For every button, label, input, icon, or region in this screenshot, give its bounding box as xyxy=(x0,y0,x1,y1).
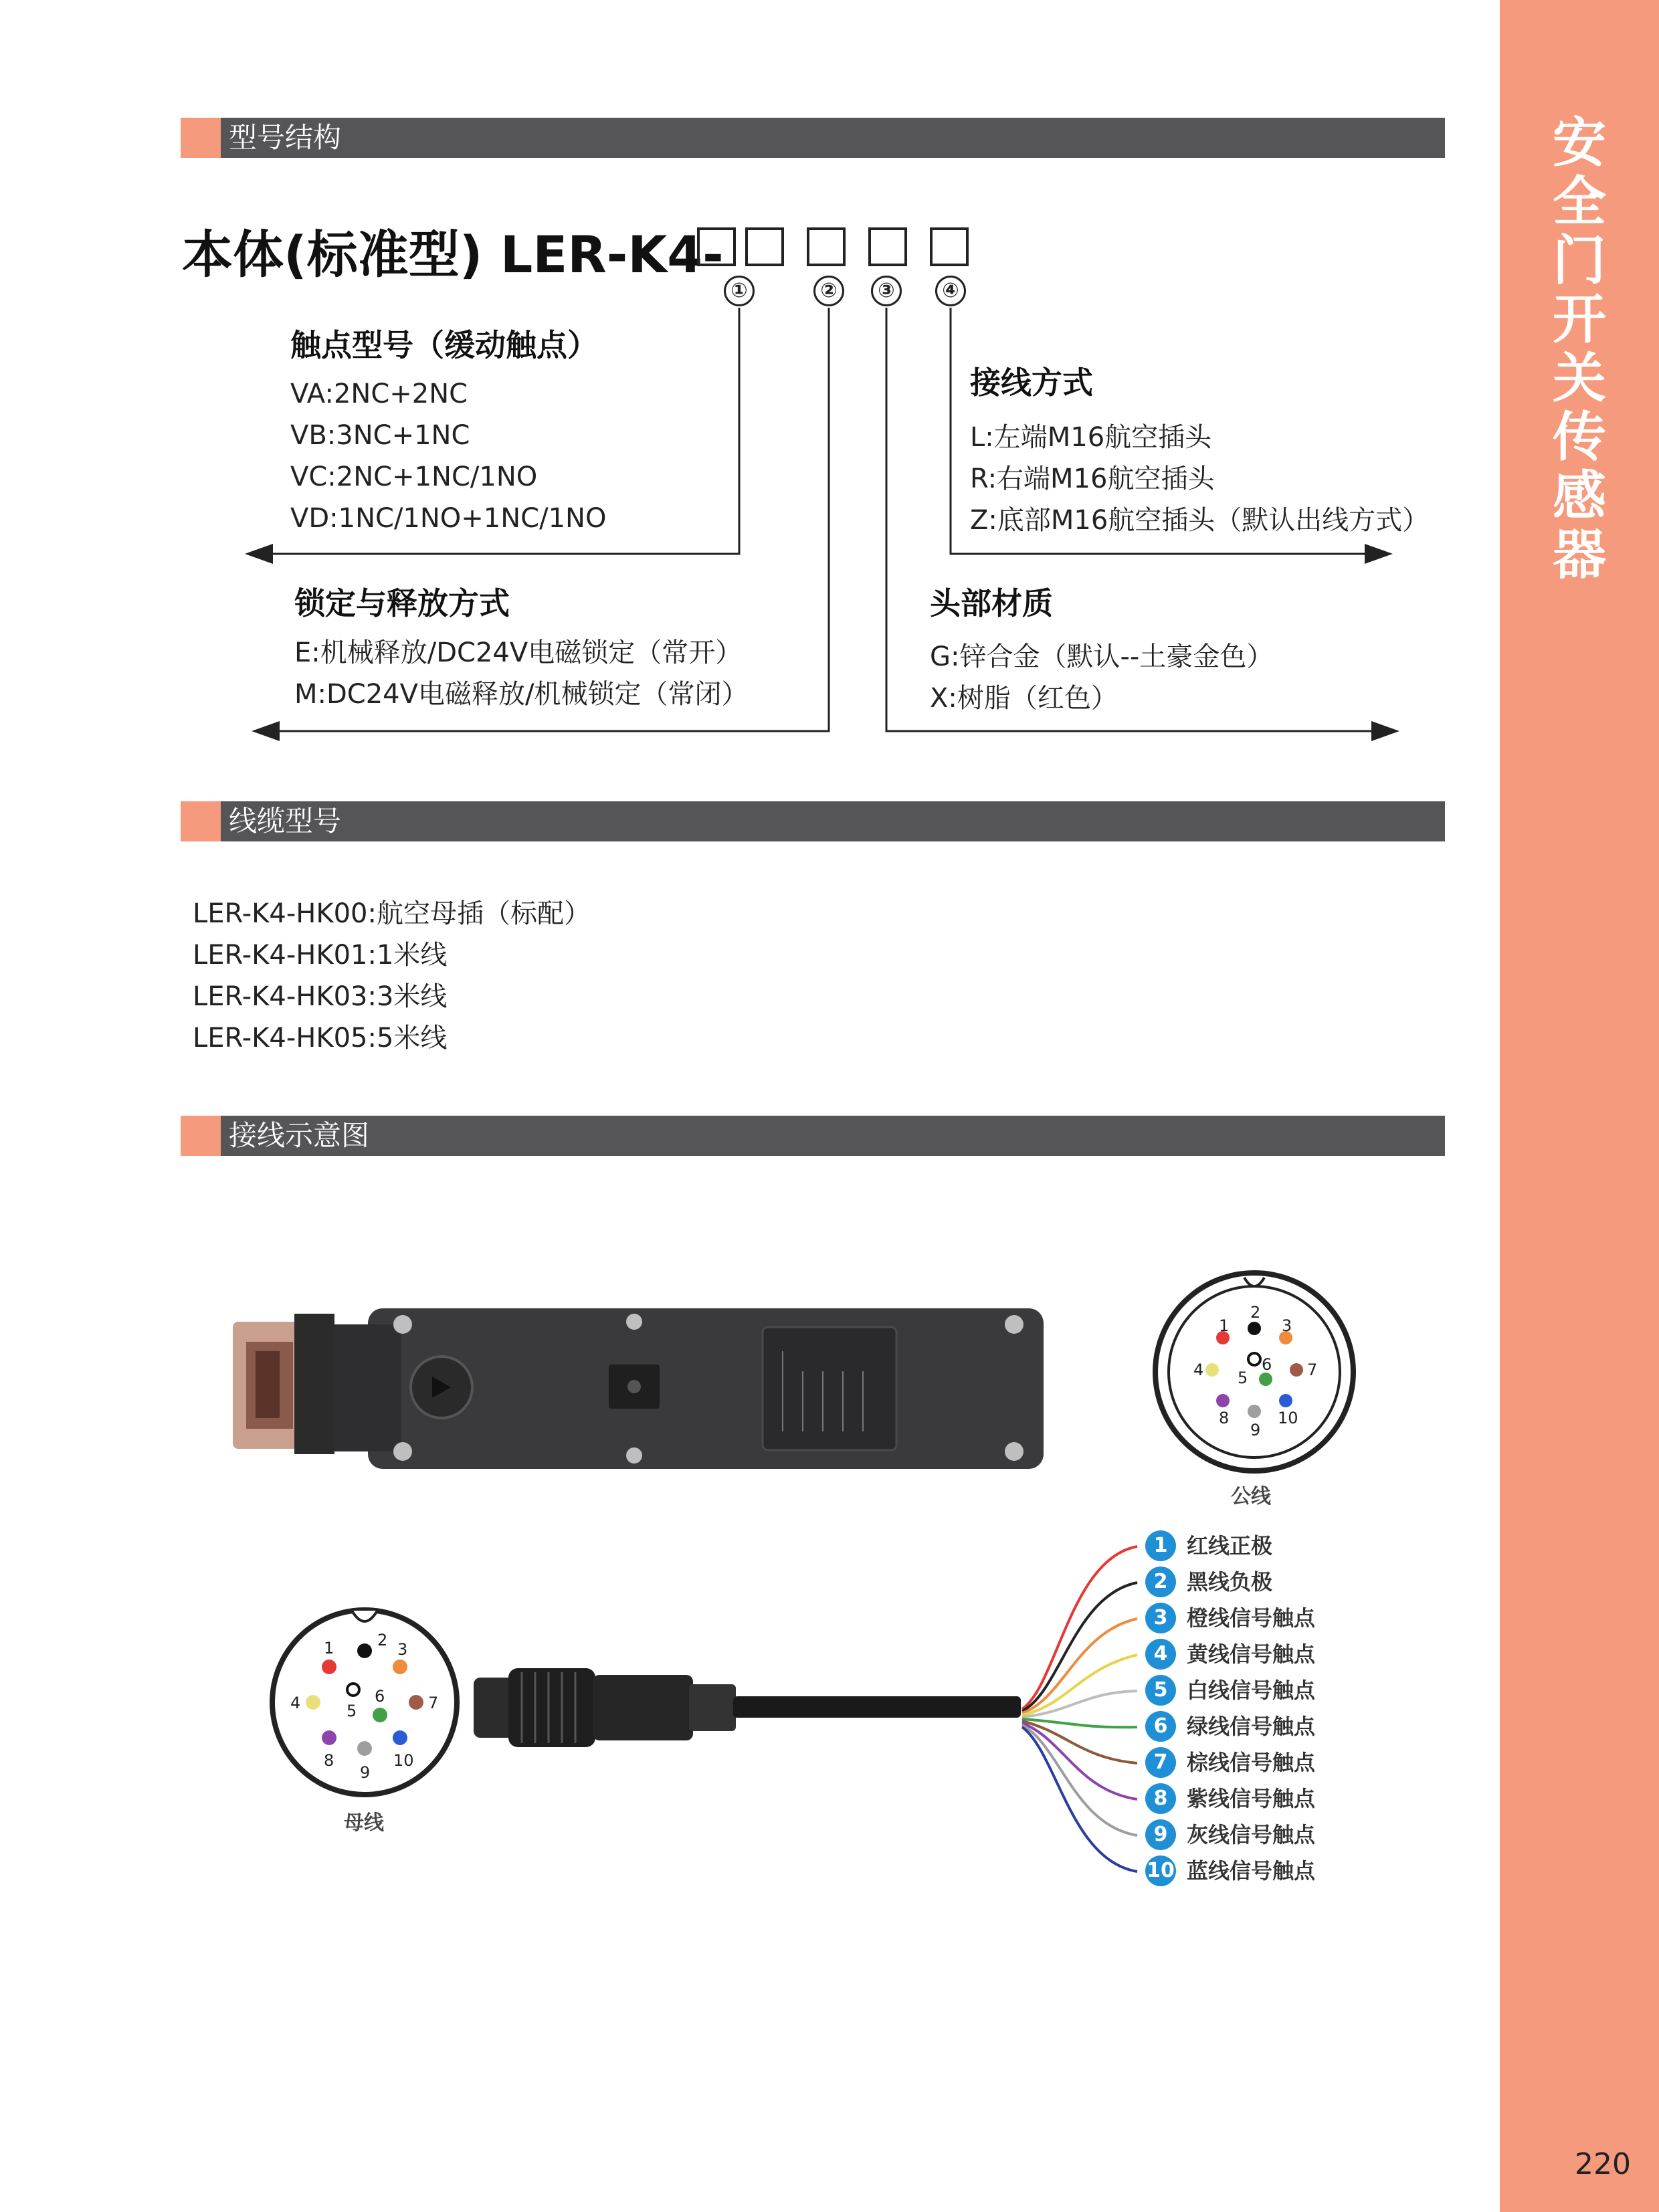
pin-label: 4 xyxy=(1193,1361,1204,1379)
model-title: 本体(标准型) LER-K4- xyxy=(182,225,724,284)
pin-label: 3 xyxy=(397,1640,408,1659)
contact-item: VB:3NC+1NC xyxy=(290,420,470,451)
wire-number-badge: 5 xyxy=(1145,1675,1176,1706)
wire-number-badge: 1 xyxy=(1145,1530,1176,1561)
lock-title: 锁定与释放方式 xyxy=(294,585,510,621)
wiring-method-title: 接线方式 xyxy=(970,365,1093,401)
pin-label: 7 xyxy=(428,1694,439,1712)
wire-number-badge: 6 xyxy=(1145,1711,1176,1742)
pin-label: 2 xyxy=(377,1631,388,1649)
sidebar-char: 全 xyxy=(1553,171,1606,233)
pin-label: 1 xyxy=(324,1639,334,1657)
sidebar-char: 门 xyxy=(1553,229,1606,292)
female-label: 母线 xyxy=(344,1811,384,1835)
wire-label: 绿线信号触点 xyxy=(1187,1714,1316,1739)
wire-number-badge: 9 xyxy=(1145,1819,1176,1850)
contact-title: 触点型号（缓动触点） xyxy=(290,327,598,363)
marker-4: ④ xyxy=(935,276,966,306)
wiring-method-item: L:左端M16航空插头 xyxy=(970,422,1212,453)
wire-label: 黑线负极 xyxy=(1187,1569,1273,1595)
male-label: 公线 xyxy=(1231,1485,1271,1508)
lock-item: E:机械释放/DC24V电磁锁定（常开） xyxy=(294,637,743,668)
wire-label: 棕线信号触点 xyxy=(1187,1750,1316,1775)
section-title: 接线示意图 xyxy=(229,1119,370,1152)
wire-label: 橙线信号触点 xyxy=(1187,1605,1316,1631)
marker-3: ③ xyxy=(871,276,902,306)
wire-label: 红线正极 xyxy=(1187,1533,1273,1559)
wiring-method-item: Z:底部M16航空插头（默认出线方式） xyxy=(970,505,1430,536)
wire-number-badge: 3 xyxy=(1145,1603,1176,1633)
wire-number-badge: 7 xyxy=(1145,1747,1176,1778)
marker-1: ① xyxy=(724,276,755,306)
cable-item: LER-K4-HK00:航空母插（标配） xyxy=(193,898,591,929)
pin-label: 9 xyxy=(1250,1421,1261,1439)
wire-number-badge: 8 xyxy=(1145,1783,1176,1814)
sidebar-char: 感 xyxy=(1553,465,1606,527)
pin-label: 2 xyxy=(1250,1303,1261,1322)
head-material-item: G:锌合金（默认--土豪金色） xyxy=(930,641,1274,672)
pin-label: 5 xyxy=(347,1702,357,1720)
wiring-method-item: R:右端M16航空插头 xyxy=(970,464,1215,494)
head-material-title: 头部材质 xyxy=(930,585,1053,621)
pin-label: 10 xyxy=(1278,1409,1298,1427)
section-title: 线缆型号 xyxy=(229,805,342,837)
head-material-item: X:树脂（红色） xyxy=(930,683,1118,714)
contact-item: VC:2NC+1NC/1NO xyxy=(290,462,538,492)
wire-label: 蓝线信号触点 xyxy=(1187,1858,1316,1884)
sidebar-title xyxy=(1500,114,1659,585)
wire-label: 紫线信号触点 xyxy=(1187,1786,1316,1811)
wire-label: 白线信号触点 xyxy=(1187,1678,1316,1703)
lock-item: M:DC24V电磁释放/机械锁定（常闭） xyxy=(294,679,749,710)
wire-label: 黄线信号触点 xyxy=(1187,1641,1316,1667)
sidebar-char: 传 xyxy=(1553,406,1606,468)
page-number: 220 xyxy=(1575,2147,1631,2181)
pin-label: 8 xyxy=(324,1751,334,1770)
pin-label: 10 xyxy=(393,1751,414,1770)
cable-item: LER-K4-HK01:1米线 xyxy=(193,940,448,971)
pin-label: 9 xyxy=(360,1763,371,1782)
wire-label: 灰线信号触点 xyxy=(1187,1822,1316,1847)
contact-item: VA:2NC+2NC xyxy=(290,379,468,409)
marker-2: ② xyxy=(813,276,844,306)
cable-item: LER-K4-HK05:5米线 xyxy=(193,1023,448,1053)
wire-number-badge: 4 xyxy=(1145,1639,1176,1670)
wire-number-badge: 10 xyxy=(1145,1855,1176,1886)
wire-number-badge: 2 xyxy=(1145,1567,1176,1597)
pin-label: 4 xyxy=(290,1694,301,1712)
wire-9 xyxy=(1022,1725,1137,1835)
sidebar-char: 开 xyxy=(1553,288,1606,350)
pin-label: 1 xyxy=(1219,1316,1230,1335)
sidebar-char: 关 xyxy=(1553,347,1606,409)
sidebar xyxy=(1500,0,1659,2212)
contact-item: VD:1NC/1NO+1NC/1NO xyxy=(290,503,607,534)
pin-label: 7 xyxy=(1307,1361,1318,1379)
pin-label: 6 xyxy=(1262,1355,1272,1374)
cable-item: LER-K4-HK03:3米线 xyxy=(193,981,448,1012)
sidebar-char: 安 xyxy=(1553,112,1606,174)
pin-label: 3 xyxy=(1282,1316,1292,1335)
sidebar-char: 器 xyxy=(1553,524,1606,586)
pin-label: 6 xyxy=(375,1687,385,1706)
pin-label: 5 xyxy=(1238,1369,1248,1387)
wire-3 xyxy=(1022,1619,1137,1713)
section-title: 型号结构 xyxy=(229,121,342,154)
pin-label: 8 xyxy=(1219,1409,1230,1427)
